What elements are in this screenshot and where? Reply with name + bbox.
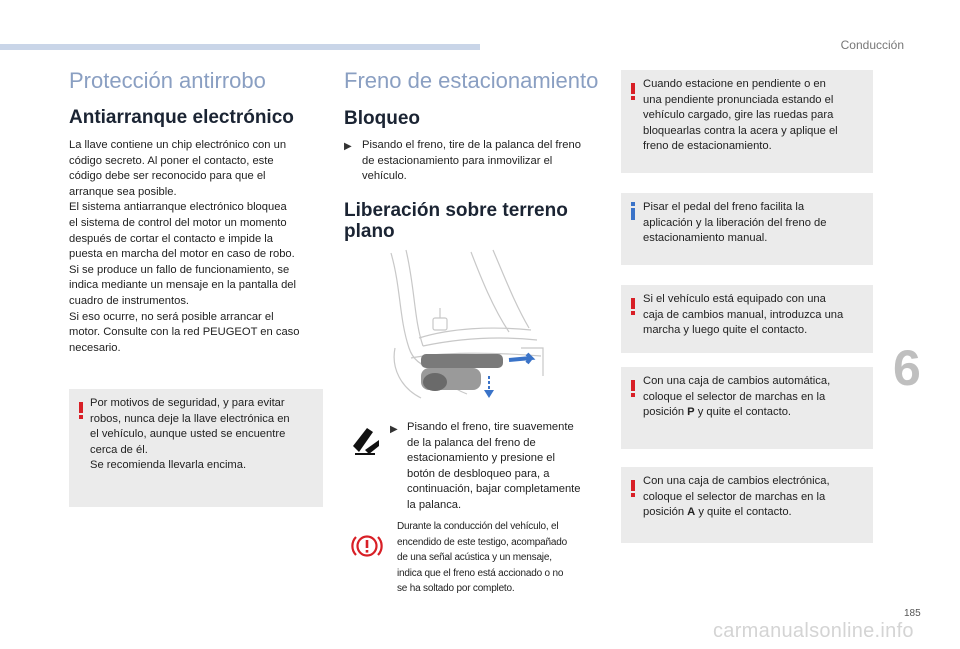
slope-warning-text: Cuando estacione en pendiente o en una pendiente pronunciada estando el vehículo cargado, gire las ruedas para bloquearlas contra la acera y aplique el freno de estacionamiento. — [643, 78, 838, 153]
exclamation-mark-icon — [631, 380, 635, 396]
lock-instruction: Pisando el freno, tire de la palanca del freno de estacionamiento para inmovilizar el vehículo. — [362, 139, 581, 183]
arrow-bullet-icon: ▶ — [390, 424, 398, 435]
gear-position-p: P — [687, 406, 695, 419]
info-mark-icon — [631, 202, 635, 220]
subtitle-lock: Bloqueo — [344, 108, 420, 129]
exclamation-mark-icon — [631, 298, 635, 314]
release-instruction: Pisando el freno, tire suavemente de la palanca del freno de estacionamiento y presione el botón de desbloqueo para, a continuación, bajar completamente la palanca. — [407, 421, 581, 511]
electronic-gearbox-warning-text: Con una caja de cambios electrónica, coloque el selector de marchas en la posición A y quite el contacto. — [643, 475, 830, 519]
header-color-bar — [0, 44, 480, 50]
manual-gearbox-warning-text: Si el vehículo está equipado con una caja de cambios manual, introduzca una marcha y luego quite el contacto. — [643, 293, 844, 337]
subtitle-immobiliser: Antiarranque electrónico — [69, 107, 294, 128]
automatic-gearbox-warning-text: Con una caja de cambios automática, coloque el selector de marchas en la posición P y quite el contacto. — [643, 375, 831, 419]
section-name: Conducción — [840, 38, 904, 52]
parking-brake-illustration — [381, 248, 547, 406]
brake-warning-lamp-icon — [351, 532, 383, 560]
exclamation-mark-icon — [79, 402, 83, 418]
immobiliser-body: La llave contiene un chip electrónico con un código secreto. Al poner el contacto, este código debe ser reconocido para que el arranque sea posible. El sistema antiarranque electrónico bloquea el sistema de control del motor un momento después de cortar el contacto e impide la puesta en marcha del motor en caso de robo. Si se produce un fallo de funcionamiento, se indica mediante un mensaje en la pantalla del cuadro de instrumentos. Si eso ocurre, no será posible arrancar el motor. Consulte con la red PEUGEOT en caso necesario. — [69, 139, 300, 354]
brake-lamp-note: Durante la conducción del vehículo, el encendido de este testigo, acompañado de una señal acústica y un mensaje, indica que el freno está accionado o no se ha soltado por completo. — [397, 521, 567, 594]
key-warning-box — [69, 389, 323, 507]
automatic-gearbox-warning-box — [621, 367, 873, 449]
arrow-bullet-icon: ▶ — [344, 141, 352, 152]
gear-position-a: A — [687, 506, 696, 519]
handbrake-lever-icon — [349, 420, 381, 458]
watermark: carmanualsonline.info — [713, 620, 914, 642]
exclamation-mark-icon — [631, 480, 635, 496]
pedal-info-text: Pisar el pedal del freno facilita la aplicación y la liberación del freno de estacionamiento manual. — [643, 201, 827, 245]
subtitle-release: Liberación sobre terreno plano — [344, 200, 568, 242]
title-parking-brake: Freno de estacionamiento — [344, 68, 599, 93]
slope-warning-box — [621, 70, 873, 173]
title-antitheft: Protección antirrobo — [69, 68, 266, 93]
exclamation-mark-icon — [631, 83, 635, 99]
key-warning-text: Por motivos de seguridad, y para evitar robos, nunca deje la llave electrónica en el vehículo, aunque usted se encuentre cerca de él. Se recomienda llevarla encima. — [90, 397, 290, 472]
electronic-gearbox-warning-box — [621, 467, 873, 543]
pedal-info-box — [621, 193, 873, 265]
manual-gearbox-warning-box — [621, 285, 873, 353]
chapter-number: 6 — [893, 340, 921, 396]
page-number: 185 — [904, 608, 921, 619]
